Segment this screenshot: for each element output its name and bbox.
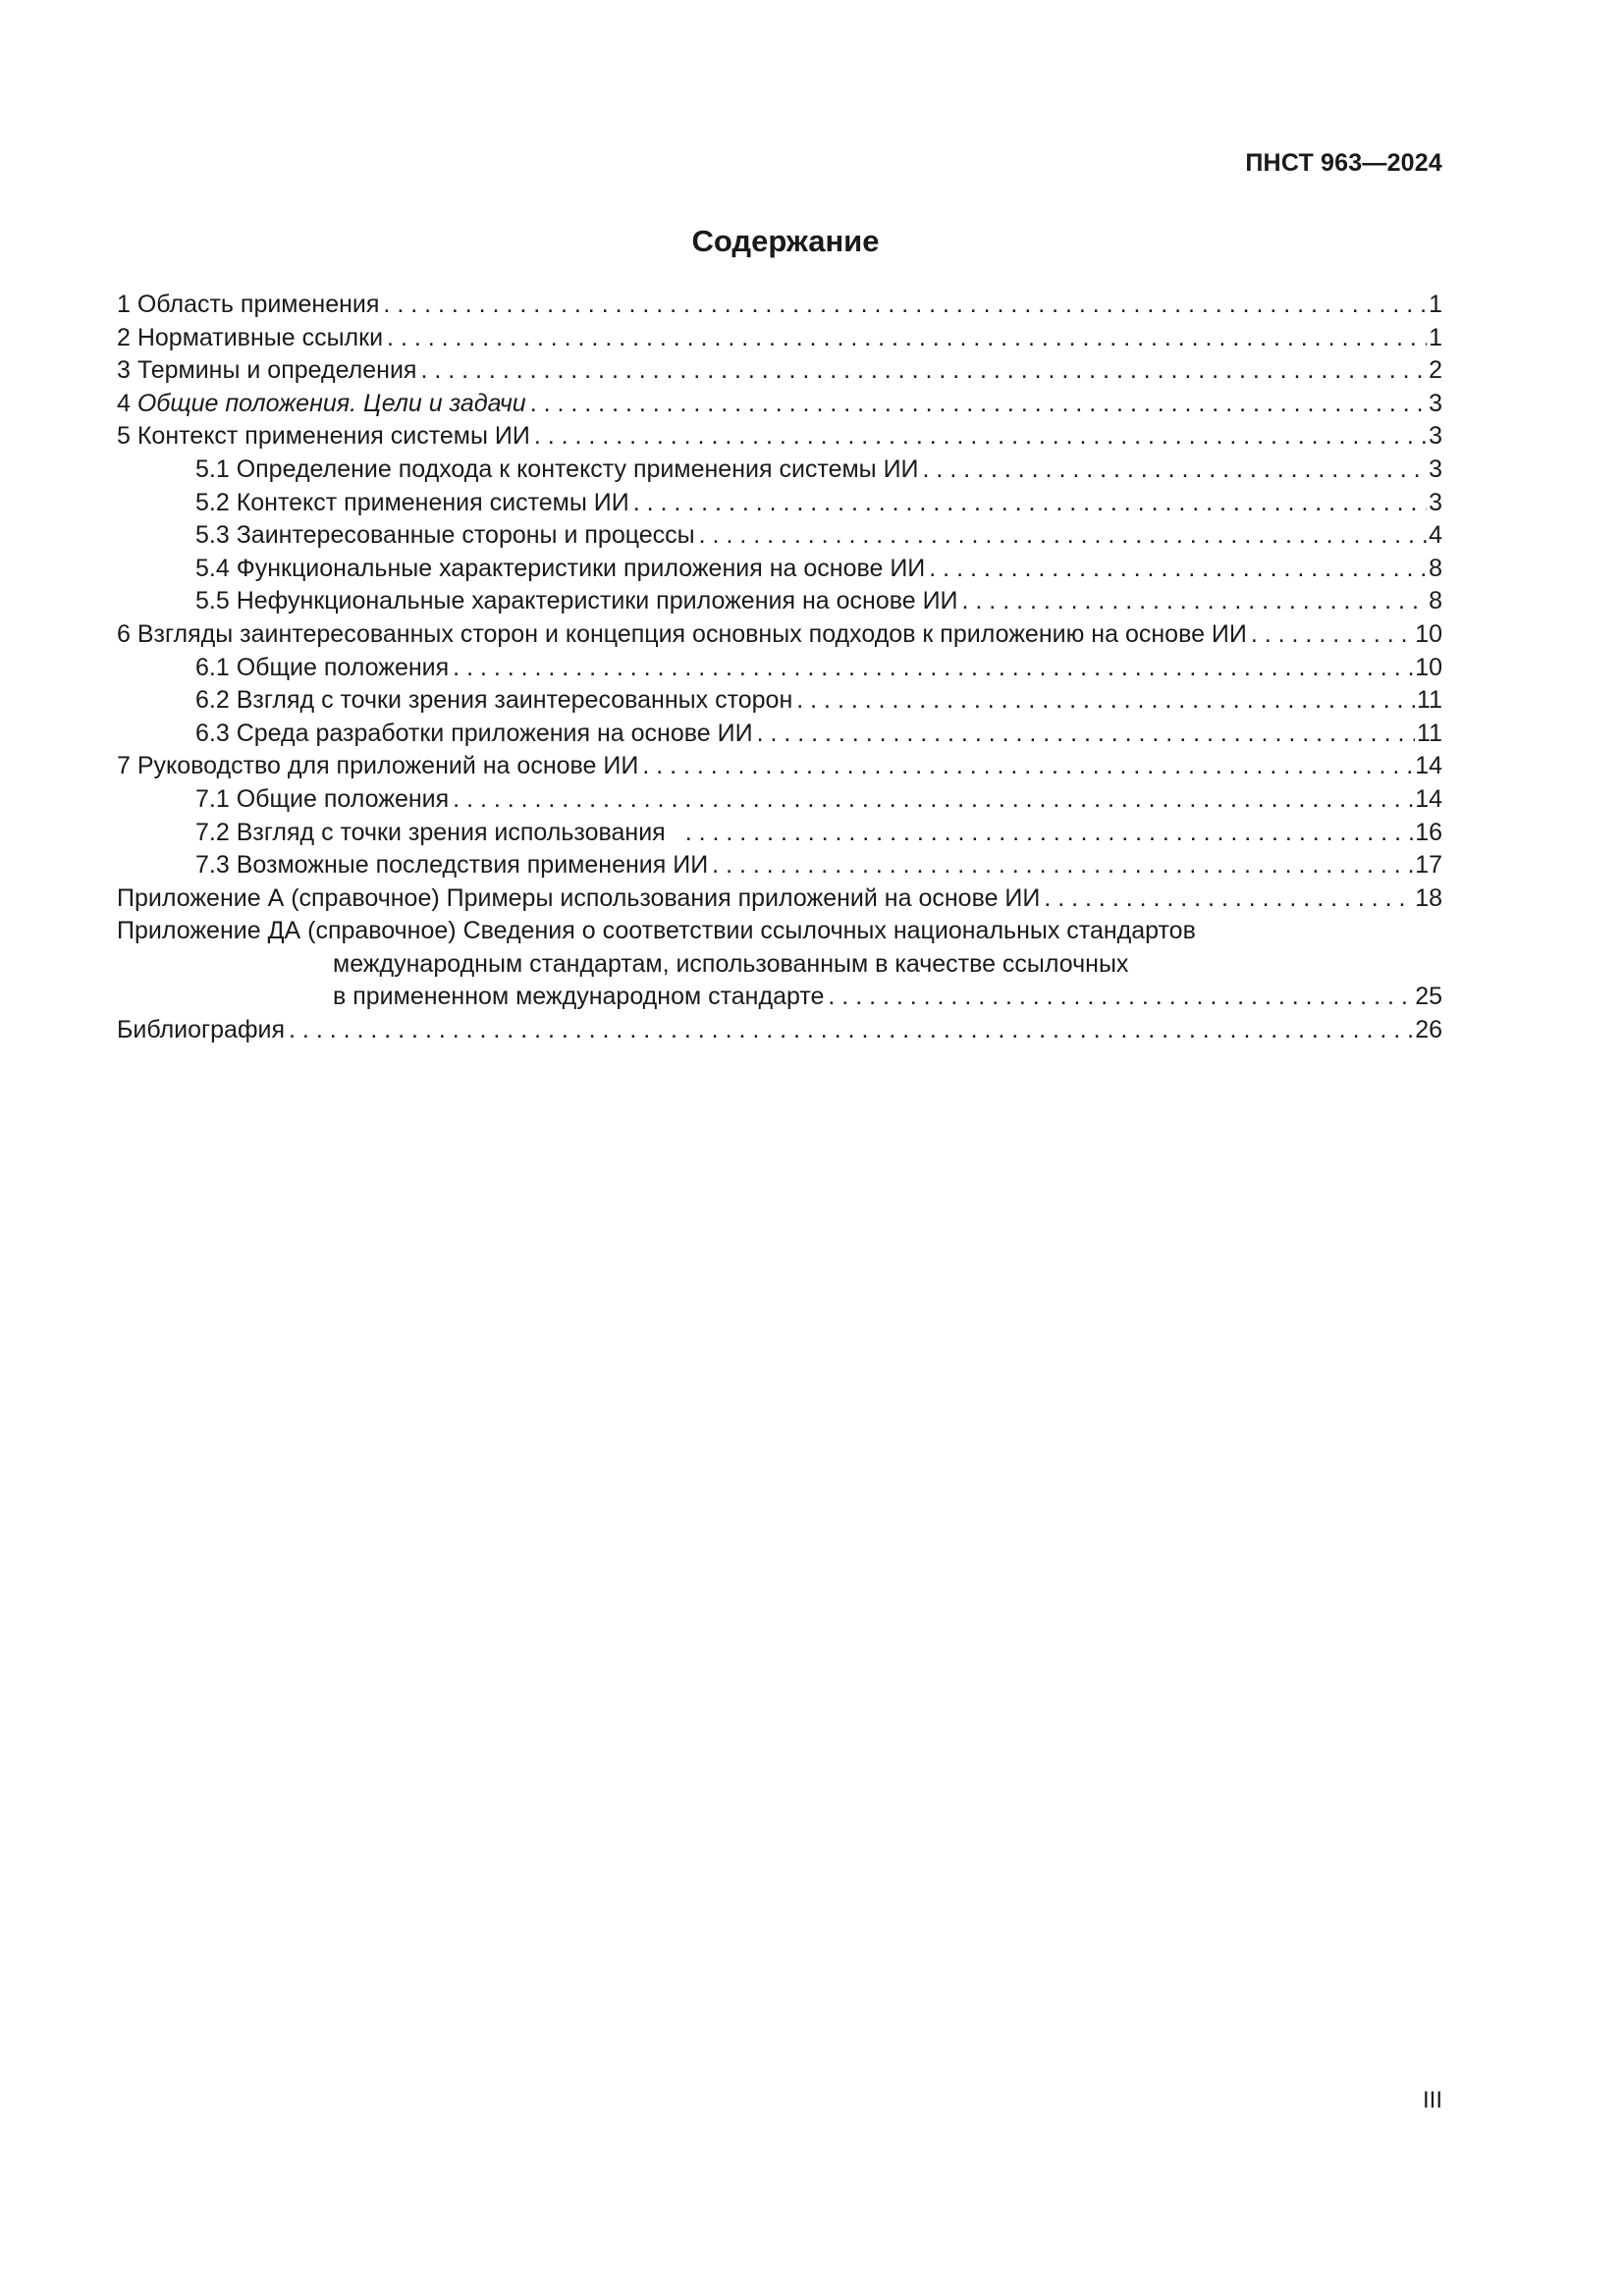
dot-leader xyxy=(383,322,1427,355)
toc-entry-label: 5.2 Контекст применения системы ИИ xyxy=(195,488,629,516)
toc-entry-label: в примененном международном стандарте xyxy=(333,983,825,1011)
toc-entry-5-4[interactable] xyxy=(117,553,1442,586)
table-of-contents xyxy=(117,289,1442,1047)
toc-entry-page: 11 xyxy=(1417,686,1442,715)
toc-entry-page: 26 xyxy=(1415,1016,1442,1044)
toc-entry-italic-label: Общие положения. Цели и задачи xyxy=(136,389,526,417)
toc-entry-label: 5 Контекст применения системы ИИ xyxy=(117,422,530,451)
toc-entry-page: 10 xyxy=(1415,653,1442,681)
toc-entry-3[interactable] xyxy=(117,354,1442,388)
toc-entry-page: 3 xyxy=(1429,454,1442,483)
toc-entry-bibliography[interactable] xyxy=(117,1014,1442,1047)
dot-leader xyxy=(919,454,1428,487)
toc-entry-5-2[interactable] xyxy=(117,487,1442,520)
dot-leader xyxy=(824,981,1413,1014)
toc-entry-label: 2 Нормативные ссылки xyxy=(117,323,384,351)
toc-entry-label: 5.4 Функциональные характеристики приложения на основе ИИ xyxy=(195,554,926,582)
toc-entry-page: 14 xyxy=(1415,752,1442,780)
dot-leader xyxy=(530,420,1427,454)
toc-entry-label: 3 Термины и определения xyxy=(117,356,417,385)
toc-entry-1[interactable] xyxy=(117,289,1442,322)
toc-entry-continuation: международным стандартам, использованным в качестве ссылочных xyxy=(333,949,1129,978)
toc-entry-appendix-a[interactable] xyxy=(117,882,1442,916)
page-number: III xyxy=(1422,2087,1442,2113)
toc-entry-label: Приложение А (справочное) Примеры использования приложений на основе ИИ xyxy=(117,883,1041,912)
toc-entry-5-3[interactable] xyxy=(117,519,1442,553)
toc-entry-label: 6.2 Взгляд с точки зрения заинтересованных сторон xyxy=(195,686,793,715)
toc-entry-page: 4 xyxy=(1429,521,1442,550)
toc-entry-line xyxy=(117,981,1442,1014)
toc-title: Содержание xyxy=(691,224,880,258)
toc-entry-label: 7 Руководство для приложений на основе ИИ xyxy=(117,752,639,780)
toc-entry-page: 8 xyxy=(1429,554,1442,582)
toc-entry-line xyxy=(117,915,1442,948)
toc-entry-page: 18 xyxy=(1415,883,1442,912)
toc-entry-page: 11 xyxy=(1417,719,1442,747)
toc-entry-label: 7.2 Взгляд с точки зрения использования xyxy=(195,818,666,846)
toc-entry-page: 14 xyxy=(1415,784,1442,813)
toc-entry-page: 1 xyxy=(1429,291,1442,318)
toc-entry-label: 7.1 Общие положения xyxy=(195,784,450,813)
toc-entry-page: 3 xyxy=(1429,389,1442,417)
toc-entry-label xyxy=(117,388,526,421)
dot-leader xyxy=(958,585,1428,618)
toc-entry-page: 8 xyxy=(1429,587,1442,615)
toc-entry-page: 3 xyxy=(1429,488,1442,516)
dot-leader xyxy=(449,783,1413,817)
dot-leader xyxy=(449,652,1413,685)
dot-leader xyxy=(1040,882,1413,916)
toc-entry-5-5[interactable] xyxy=(117,585,1442,618)
document-code: ПНСТ 963—2024 xyxy=(1245,149,1442,177)
toc-entry-page: 10 xyxy=(1415,619,1442,648)
toc-entry-7[interactable] xyxy=(117,750,1442,783)
toc-entry-appendix-da[interactable] xyxy=(117,915,1442,1014)
toc-entry-label: 1 Область применения xyxy=(117,291,380,318)
toc-entry-6[interactable] xyxy=(117,618,1442,652)
toc-entry-6-2[interactable] xyxy=(117,684,1442,718)
dot-leader xyxy=(792,684,1415,718)
toc-entry-number: 4 xyxy=(117,389,137,417)
toc-entry-page: 16 xyxy=(1415,818,1442,846)
toc-entry-7-1[interactable] xyxy=(117,783,1442,817)
toc-entry-6-1[interactable] xyxy=(117,652,1442,685)
dot-leader xyxy=(638,750,1413,783)
dot-leader xyxy=(416,354,1427,388)
dot-leader xyxy=(925,553,1427,586)
dot-leader xyxy=(629,487,1427,520)
dot-leader xyxy=(285,1014,1413,1047)
toc-entry-7-2[interactable] xyxy=(117,817,1442,850)
dot-leader xyxy=(1247,618,1413,652)
toc-entry-2[interactable] xyxy=(117,322,1442,355)
toc-entry-label: 7.3 Возможные последствия применения ИИ xyxy=(195,851,709,880)
toc-entry-label: 5.1 Определение подхода к контексту применения системы ИИ xyxy=(195,454,919,483)
toc-entry-page: 1 xyxy=(1429,323,1442,351)
toc-entry-5-1[interactable] xyxy=(117,454,1442,487)
toc-entry-label: 5.5 Нефункциональные характеристики приложения на основе ИИ xyxy=(195,587,958,615)
toc-entry-label: 6.1 Общие положения xyxy=(195,653,450,681)
toc-entry-page: 17 xyxy=(1415,851,1442,880)
toc-entry-label: 6.3 Среда разработки приложения на основе ИИ xyxy=(195,719,753,747)
toc-entry-6-3[interactable] xyxy=(117,718,1442,751)
toc-entry-4[interactable] xyxy=(117,388,1442,421)
toc-entry-5[interactable] xyxy=(117,420,1442,454)
dot-leader xyxy=(526,388,1427,421)
toc-entry-page: 2 xyxy=(1429,356,1442,385)
dot-leader xyxy=(708,849,1413,882)
dot-leader xyxy=(695,519,1427,553)
toc-entry-label: 5.3 Заинтересованные стороны и процессы xyxy=(195,521,695,550)
dot-leader xyxy=(379,289,1427,322)
toc-entry-label: 6 Взгляды заинтересованных сторон и концепция основных подходов к приложению на основе ИИ xyxy=(117,619,1247,648)
toc-entry-label: Приложение ДА (справочное) Сведения о соответствии ссылочных национальных стандартов xyxy=(117,917,1196,945)
toc-entry-label: Библиография xyxy=(117,1016,286,1044)
dot-leader xyxy=(666,817,1413,850)
toc-entry-page: 3 xyxy=(1429,422,1442,451)
toc-entry-7-3[interactable] xyxy=(117,849,1442,882)
toc-entry-page: 25 xyxy=(1415,983,1442,1011)
dot-leader xyxy=(753,718,1415,751)
